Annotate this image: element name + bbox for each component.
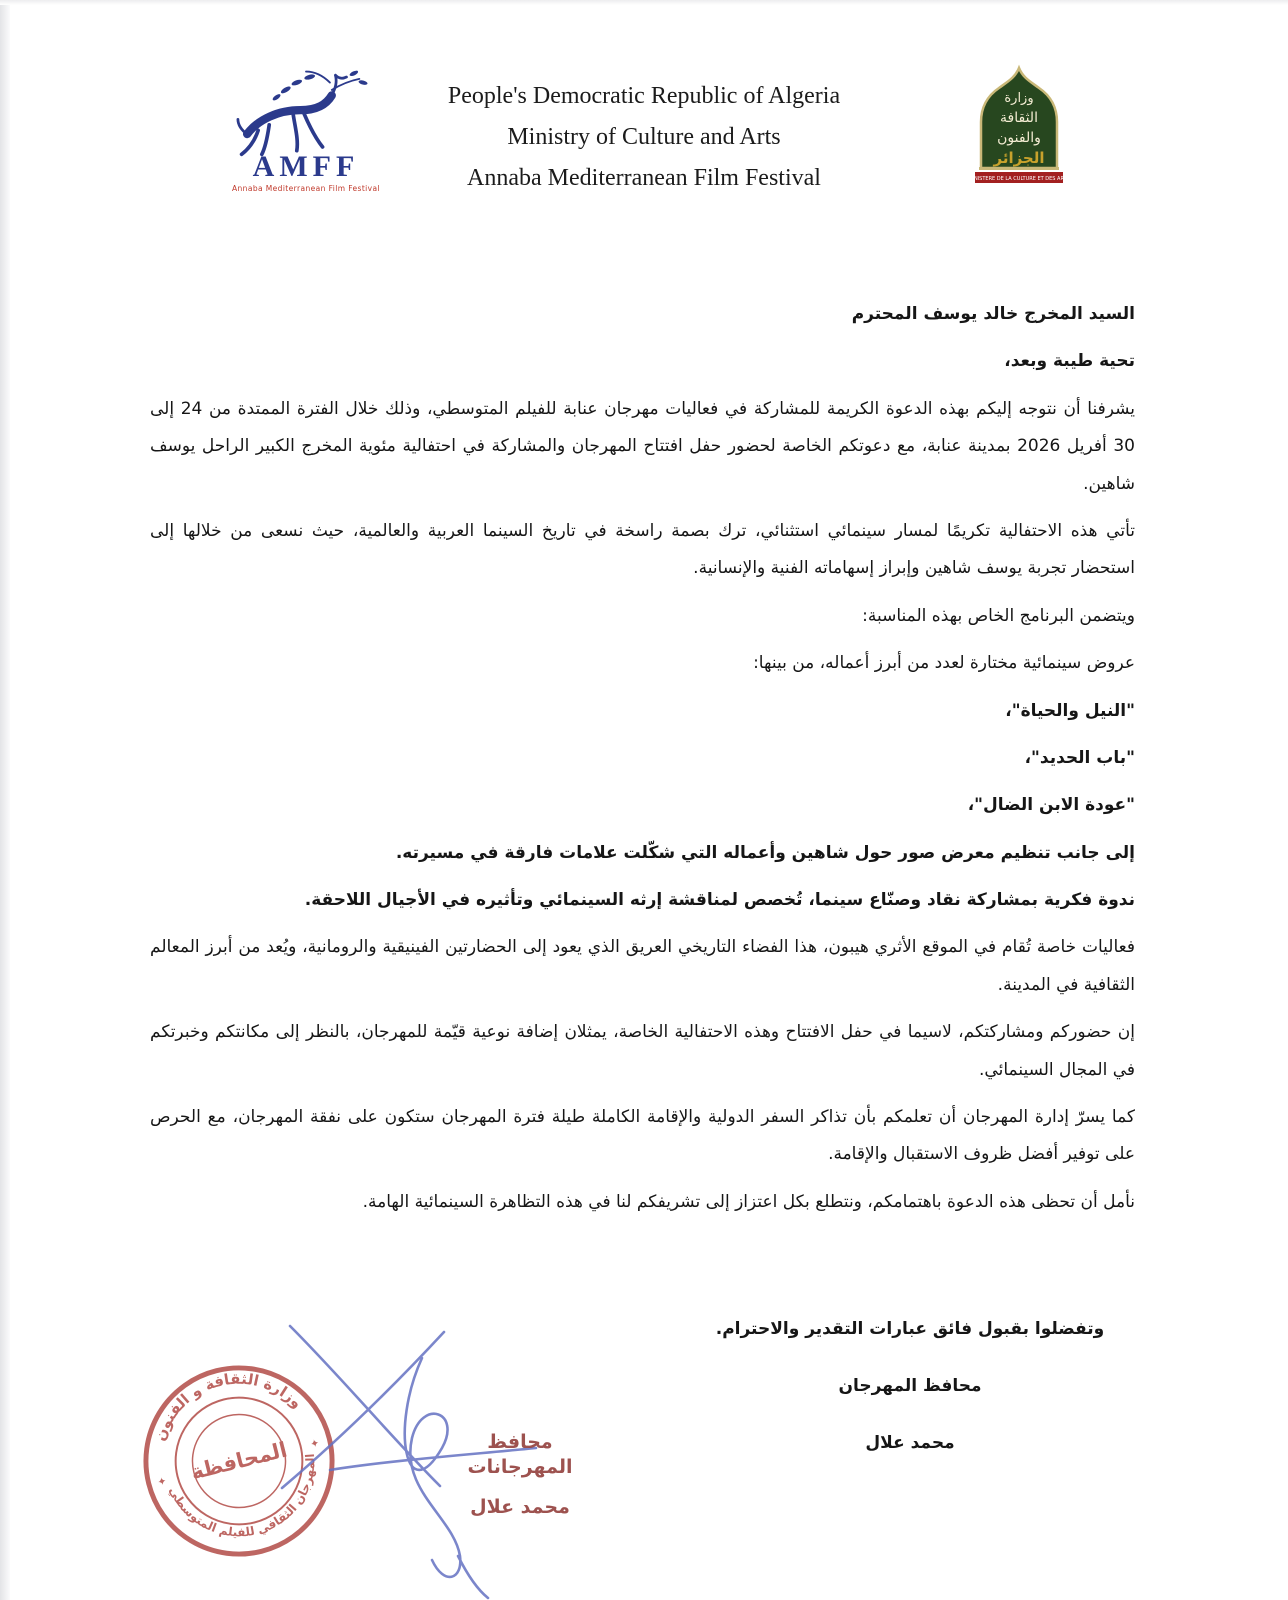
letter-body (150, 200, 1135, 1221)
closing-block (690, 1318, 1130, 1488)
ministry-logo (945, 64, 1093, 198)
paragraph-tribute: تأتي هذه الاحتفالية تكريمًا لمسار سينمائي استثنائي، ترك بصمة راسخة في تاريخ السينما العربية والعالمية، حيث نسعى من خلالها إلى استحضار تجربة يوسف شاهين وإبراز إسهاماته الفنية والإنسانية. (150, 520, 1135, 579)
header-title-country: People's Democratic Republic of Algeria (447, 83, 841, 109)
signature-stamp-name: محمد علال (470, 1496, 570, 1519)
ministry-banner-text: MINISTERE DE LA CULTURE ET DES ARTS (968, 176, 1070, 182)
salutation-line: تحية طيبة وبعد، (1004, 351, 1135, 372)
paragraph-hippone: فعاليات خاصة تُقام في الموقع الأثري هيبون، هذا الفضاء التاريخي العريق الذي يعود إلى الحضارتين الفينيقية والرومانية، ويُعد من أبرز المعالم الثقافية في المدينة. (150, 937, 1135, 995)
recipient-line: السيد المخرج خالد يوسف المحترم (851, 304, 1135, 324)
stamp-arc-bottom-text: المهرجان الثقافي للفيلم المتوسطي (166, 1453, 318, 1540)
film-title-3: "عودة الابن الضال"، (967, 795, 1135, 816)
stamp-center-text: المحافظة (188, 1437, 290, 1485)
amff-subtitle: Annaba Mediterranean Film Festival (232, 184, 380, 193)
signatory-title: محافظ المهرجان (838, 1375, 982, 1396)
stamp-star-separator-right: ✦ (308, 1436, 321, 1451)
letterhead (0, 0, 1288, 200)
header-title-festival: Annaba Mediterranean Film Festival (467, 165, 821, 191)
paragraph-invitation: يشرفنا أن نتوجه إليكم بهذه الدعوة الكريمة للمشاركة في فعاليات مهرجان عنابة للفيلم المتوسطي، وذلك خلال الفترة الممتدة من 24 إلى 30 أفريل 2026 بمدينة عنابة، مع دعوتكم الخاصة لحضور حفل افتتاح المهرجان والمشاركة في احتفالية مئوية المخرج الكبير الراحل يوسف شاهين. (150, 398, 1135, 494)
signatory-name: محمد علال (865, 1432, 955, 1453)
ministry-arabic-line2: الثقافة (1000, 110, 1038, 126)
ministry-arabic-line1: وزارة (1004, 91, 1034, 106)
header-title-ministry: Ministry of Culture and Arts (507, 124, 781, 150)
film-title-1: "النيل والحياة"، (1005, 700, 1135, 721)
compliment-line: وتفضلوا بقبول فائق عبارات التقدير والاحترام. (715, 1319, 1105, 1339)
paragraph-presence: إن حضوركم ومشاركتكم، لاسيما في حفل الافتتاح وهذه الاحتفالية الخاصة، يمثلان إضافة نوعية قيّمة للمهرجان، بالنظر إلى مكانتكم وخبرتكم في المجال السينمائي. (150, 1022, 1135, 1080)
paragraph-program-intro: ويتضمن البرنامج الخاص بهذه المناسبة: (862, 605, 1135, 626)
signature-stamp-text (440, 1430, 600, 1536)
paragraph-seminar: ندوة فكرية بمشاركة نقاد وصنّاع سينما، تُخصص لمناقشة إرثه السينمائي وتأثيره في الأجيال اللاحقة. (304, 890, 1135, 911)
paragraph-travel: كما يسرّ إدارة المهرجان أن تعلمكم بأن تذاكر السفر الدولية والإقامة الكاملة طيلة فترة المهرجان ستكون على نفقة المهرجان، مع الحرص على توفير أفضل ظروف الاستقبال والإقامة. (150, 1107, 1135, 1165)
paragraph-screenings-intro: عروض سينمائية مختارة لعدد من أبرز أعماله، من بينها: (753, 653, 1135, 674)
scan-edge-left (0, 0, 10, 1600)
stamp-star-separator-left: ✦ (156, 1474, 169, 1490)
ministry-country-text: الجزائر (993, 149, 1045, 167)
ministry-arch-icon (953, 91, 1085, 198)
header-titles (0, 76, 1288, 199)
ministry-arabic-line3: والفنون (997, 130, 1041, 146)
paragraph-hope: نأمل أن تحظى هذه الدعوة باهتمامكم، ونتطلع بكل اعتزاز إلى تشريفكم لنا في هذه التظاهرة السينمائية الهامة. (362, 1191, 1135, 1212)
stamp-arc-top-text: وزارة الثقافة و الفنون (150, 1369, 307, 1444)
film-title-2: "باب الحديد"، (1024, 747, 1135, 768)
paragraph-exhibition: إلى جانب تنظيم معرض صور حول شاهين وأعماله التي شكّلت علامات فارقة في مسيرته. (395, 842, 1135, 863)
signature-stamp-title: محافظ المهرجانات (467, 1431, 573, 1478)
amff-acronym: AMFF (252, 150, 360, 183)
